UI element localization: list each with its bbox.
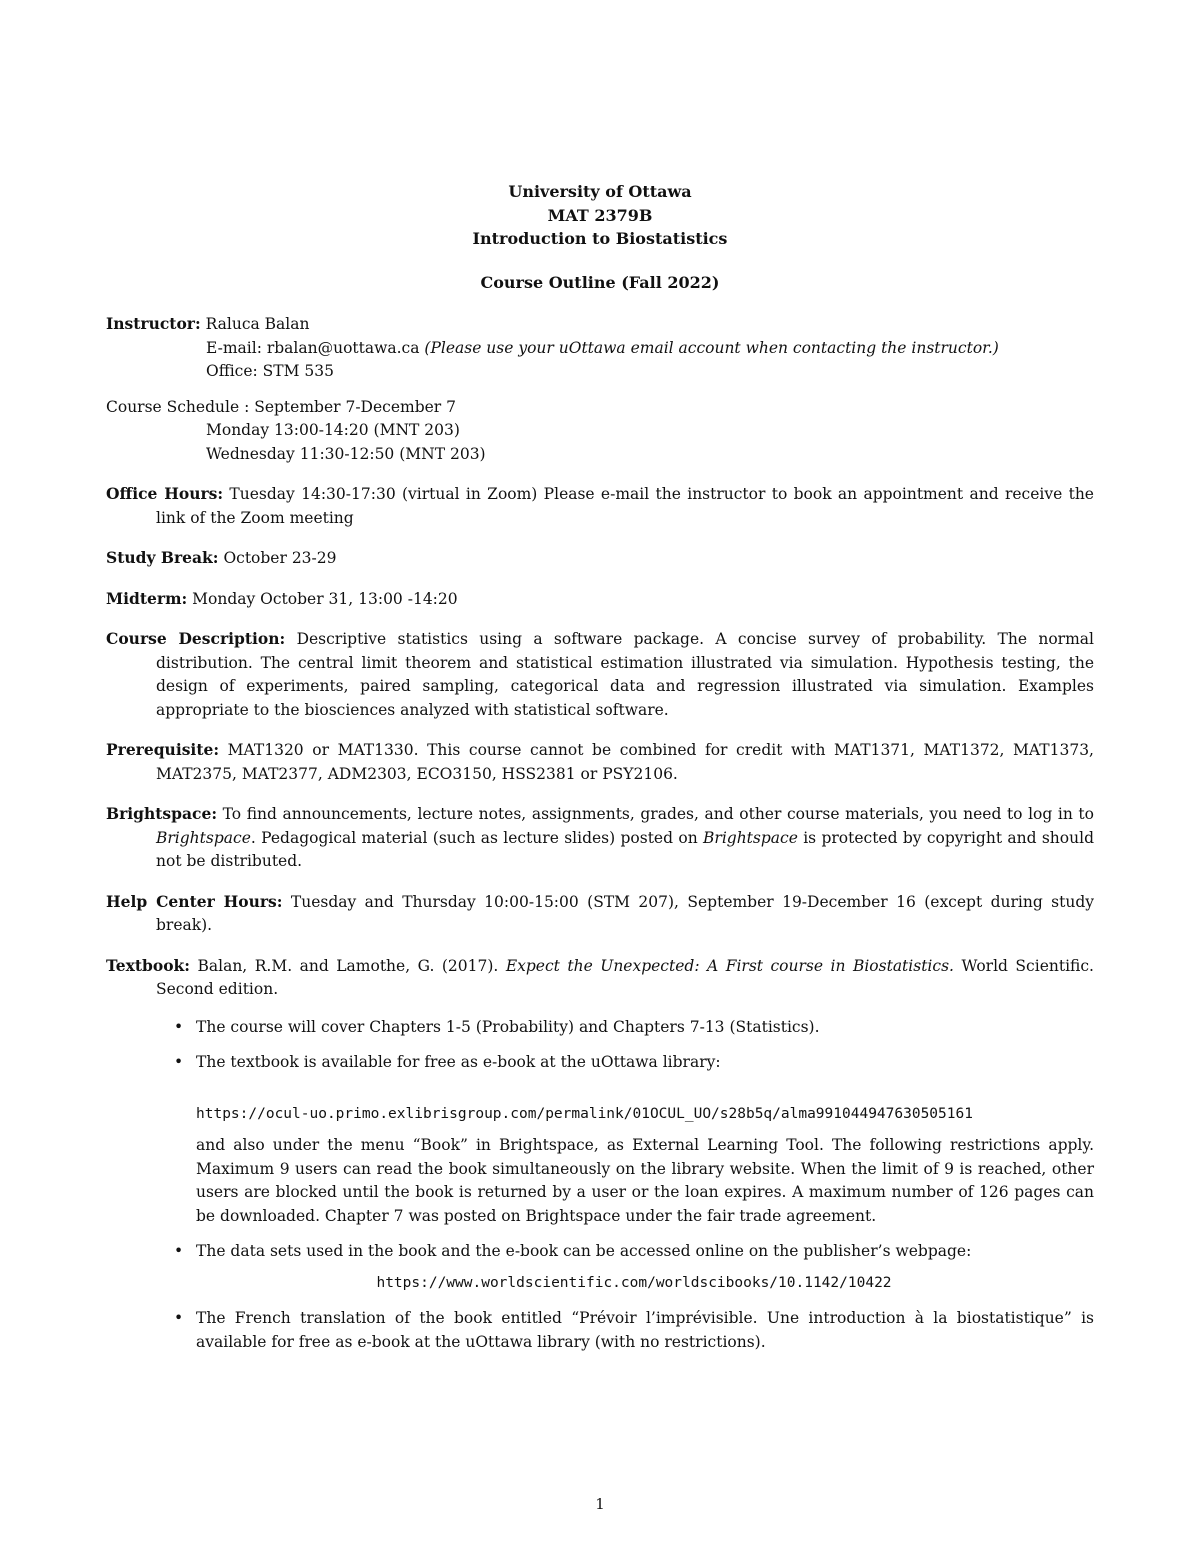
list-item (174, 1240, 1094, 1295)
brightspace-text-3: is protected by copyright and should not be distributed. (156, 828, 1094, 870)
bullet-icon: • (174, 1242, 184, 1260)
help-center-section (106, 890, 1094, 938)
bullet-icon: • (174, 1017, 184, 1036)
schedule-line-monday: Monday 13:00-14:20 (MNT 203) (206, 421, 460, 439)
textbook-label: Textbook: (106, 955, 190, 975)
bullet-datasets-text: The data sets used in the book and the e-book can be accessed online on the publisher’s webpage: (196, 1242, 972, 1260)
course-title: Introduction to Biostatistics (472, 229, 728, 248)
prerequisite-section (106, 738, 1094, 786)
document-header (0, 180, 1200, 294)
brightspace-emphasis-1: Brightspace (156, 828, 251, 847)
instructor-section (106, 312, 1094, 384)
textbook-bullet-list (106, 1016, 1094, 1355)
help-center-label: Help Center Hours: (106, 891, 283, 911)
outline-title: Course Outline (Fall 2022) (480, 272, 720, 292)
office-hours-label: Office Hours: (106, 484, 224, 503)
schedule-label: Course Schedule (106, 397, 240, 416)
brightspace-label: Brightspace: (106, 804, 218, 823)
textbook-authors: Balan, R.M. and Lamothe, G. (2017). (197, 956, 506, 975)
schedule-range: : September 7-December 7 (239, 397, 457, 416)
publisher-link[interactable]: https://www.worldscientific.com/worldscibooks/10.1142/10422 (376, 1274, 892, 1291)
description-section (106, 627, 1094, 722)
instructor-email: E-mail: rbalan@uottawa.ca (206, 338, 420, 357)
help-center-text: Tuesday and Thursday 10:00-15:00 (STM 207), September 19-December 16 (except during study break). (156, 892, 1094, 934)
description-text: Descriptive statistics using a software package. A concise survey of probability. The normal distribution. The central limit theorem and statistical estimation illustrated via simulation. Hypothesis testing, the design of experiments, paired sampling, categorical data and regression illustrated via simulation. Examples appropriate to the biosciences analyzed with statistical software. (156, 630, 1094, 719)
midterm-section (106, 587, 1094, 612)
brightspace-text-2: . Pedagogical material (such as lecture slides) posted on (250, 828, 704, 847)
instructor-office: Office: STM 535 (206, 362, 335, 380)
brightspace-text-1: To find announcements, lecture notes, assignments, grades, and other course materials, you need to log in to (222, 805, 1094, 823)
schedule-line-wednesday: Wednesday 11:30-12:50 (MNT 203) (206, 444, 486, 463)
document-body (106, 312, 1094, 1366)
instructor-label: Instructor: (106, 314, 201, 333)
instructor-name: Raluca Balan (205, 315, 310, 333)
office-hours-section (106, 482, 1094, 530)
bullet-icon: • (174, 1309, 184, 1327)
bullet-ebook-restrictions: and also under the menu “Book” in Brightspace, as External Learning Tool. The following restrictions apply. Maximum 9 users can read the book simultaneously on the library website. When the limit of 9 is reached, other users are blocked until the book is returned by a user or the loan expires. A maximum number of 126 pages can be downloaded. Chapter 7 was posted on Brightspace under the fair trade agreement. (196, 1136, 1094, 1225)
course-code: MAT 2379B (547, 205, 653, 225)
schedule-section (106, 396, 1094, 467)
study-break-label: Study Break: (106, 548, 219, 567)
bullet-french-text: The French translation of the book entitled “Prévoir l’imprévisible. Une introduction à la biostatistique” is available for free as e-book at the uOttawa library (with no restrictions). (196, 1309, 1094, 1351)
library-link[interactable]: https://ocul-uo.primo.exlibrisgroup.com/permalink/01OCUL_UO/s28b5q/alma991044947630505161 (196, 1105, 973, 1122)
bullet-icon: • (174, 1053, 184, 1071)
university-name: University of Ottawa (508, 182, 692, 201)
bullet-chapters-text: The course will cover Chapters 1-5 (Probability) and Chapters 7-13 (Statistics). (196, 1017, 820, 1036)
list-item (174, 1307, 1094, 1354)
prerequisite-label: Prerequisite: (106, 740, 220, 759)
study-break-section (106, 546, 1094, 571)
textbook-publisher: World Scientific. Second edition. (156, 956, 1094, 998)
list-item (174, 1016, 1094, 1040)
list-item (174, 1051, 1094, 1228)
description-label: Course Description: (106, 629, 286, 648)
office-hours-text: Tuesday 14:30-17:30 (virtual in Zoom) Please e-mail the instructor to book an appointment and receive the link of the Zoom meeting (156, 485, 1094, 527)
brightspace-emphasis-2: Brightspace (703, 828, 798, 847)
instructor-email-line (156, 337, 1094, 361)
bullet-ebook-text: The textbook is available for free as e-book at the uOttawa library: (196, 1053, 721, 1071)
brightspace-section (106, 802, 1094, 874)
page-number: 1 (595, 1495, 605, 1513)
textbook-title: Expect the Unexpected: A First course in Biostatistics. (505, 956, 954, 975)
study-break-text: October 23-29 (223, 549, 337, 567)
midterm-label: Midterm: (106, 588, 188, 608)
textbook-section (106, 954, 1094, 1002)
midterm-text: Monday October 31, 13:00 -14:20 (192, 589, 458, 608)
instructor-email-note: (Please use your uOttawa email account when contacting the instructor.) (424, 338, 999, 357)
prerequisite-text: MAT1320 or MAT1330. This course cannot be combined for credit with MAT1371, MAT1372, MAT1373, MAT2375, MAT2377, ADM2303, ECO3150, HSS2381 or PSY2106. (156, 741, 1094, 783)
